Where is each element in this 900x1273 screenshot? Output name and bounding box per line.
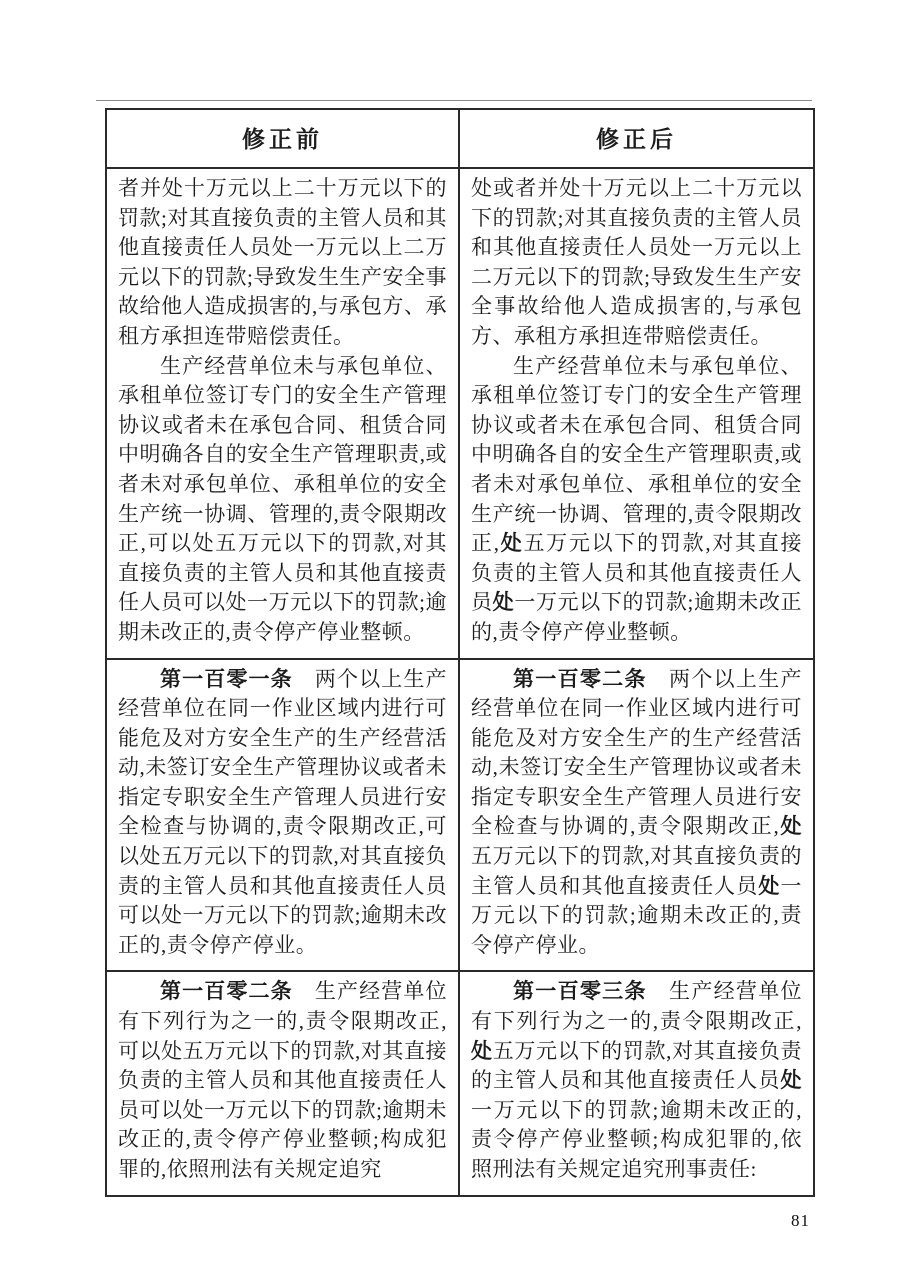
- body-text: 者并处十万元以上二十万元以下的罚款;对其直接负责的主管人员和其他直接责任人员处一万元以上二万元以下的罚款;导致发生生产安全事故给他人造成损害的,与承包方、承租方承担连带赔偿责任。: [118, 176, 447, 348]
- paragraph: [118, 174, 447, 352]
- paragraph: [471, 977, 802, 1184]
- body-text: 两个以上生产经营单位在同一作业区域内进行可能危及对方安全生产的生产经营活动,未签订安全生产管理协议或者未指定专职安全生产管理人员进行安全检查与协调的,责令限期改正,可以处五万元以下的罚款,对其直接负责的主管人员和其他直接责任人员可以处一万元以下的罚款;逾期未改正的,责令停产停业。: [118, 666, 447, 957]
- body-text: 生产经营单位有下列行为之一的,责令限期改正,可以处五万元以下的罚款,对其直接负责的主管人员和其他直接责任人员可以处一万元以下的罚款;逾期未改正的,责令停产停业整顿;构成犯罪的,依照刑法有关规定追究: [118, 979, 447, 1181]
- body-text: 生产经营单位未与承包单位、承租单位签订专门的安全生产管理协议或者未在承包合同、租赁合同中明确各自的安全生产管理职责,或者未对承包单位、承租单位的安全生产统一协调、管理的,责令限期改正,: [471, 353, 802, 556]
- table-cell-after: [460, 660, 813, 971]
- body-text: 生产经营单位有下列行为之一的,责令限期改正,: [471, 979, 802, 1034]
- page-number: 81: [791, 1211, 810, 1230]
- amended-text: 处: [780, 1068, 802, 1093]
- body-text: 五万元以下的罚款,对其直接负责的主管人员和其他直接责任人员: [471, 531, 803, 615]
- table-cell-after: [460, 972, 813, 1194]
- paragraph: [118, 665, 447, 961]
- table-cell-before: [107, 972, 460, 1194]
- table-row: [107, 970, 813, 1194]
- body-text: 一万元以下的罚款;逾期未改正的,责令停产停业整顿。: [471, 590, 803, 644]
- table-body: [107, 169, 813, 1195]
- table-cell-after: [460, 169, 813, 658]
- header-cell-after: 修正后: [596, 127, 677, 152]
- paragraph: [471, 352, 802, 648]
- amended-text: 处: [499, 531, 524, 556]
- amended-text: 处: [758, 873, 781, 898]
- body-text: 两个以上生产经营单位在同一作业区域内进行可能危及对方安全生产的生产经营活动,未签订安全生产管理协议或者未指定专职安全生产管理人员进行安全检查与协调的,责令限期改正,: [471, 666, 802, 839]
- body-text: 五万元以下的罚款,对其直接负责的主管人员和其他直接责任人员: [471, 1038, 803, 1093]
- body-text: 处或者并处十万元以上二十万元以下的罚款;对其直接负责的主管人员和其他直接责任人员处一万元以上二万元以下的罚款;导致发生生产安全事故给他人造成损害的,与承包方、承租方承担连带赔偿责任。: [471, 176, 802, 348]
- amended-text: 第一百零三条: [513, 979, 647, 1004]
- body-text: 五万元以下的罚款,对其直接负责的主管人员和其他直接责任人员: [471, 844, 802, 898]
- amended-text: 第一百零一条: [160, 666, 293, 691]
- paragraph: [471, 665, 802, 961]
- table-row: [107, 658, 813, 971]
- amended-text: 处: [779, 814, 802, 839]
- amended-text: 第一百零二条: [160, 979, 293, 1004]
- paragraph: [471, 174, 802, 352]
- amended-text: 处: [492, 590, 515, 615]
- top-rule: [96, 100, 812, 101]
- body-text: 生产经营单位未与承包单位、承租单位签订专门的安全生产管理协议或者未在承包合同、租赁合同中明确各自的安全生产管理职责,或者未对承包单位、承租单位的安全生产统一协调、管理的,责令限期改正,可以处五万元以下的罚款,对其直接负责的主管人员和其他直接责任人员可以处一万元以下的罚款;逾期未改正的,责令停产停业整顿。: [118, 353, 447, 644]
- comparison-table: [105, 108, 815, 1197]
- paragraph: [118, 977, 447, 1184]
- table-header-row: [107, 110, 813, 169]
- amended-text: 处: [471, 1038, 493, 1063]
- table-cell-before: [107, 660, 460, 971]
- table-cell-before: [107, 169, 460, 658]
- amended-text: 第一百零二条: [513, 666, 647, 691]
- table-row: [107, 169, 813, 658]
- body-text: 一万元以下的罚款;逾期未改正的,责令停产停业。: [471, 873, 803, 957]
- paragraph: [118, 352, 447, 648]
- header-cell-before: 修正前: [107, 110, 460, 167]
- body-text: 一万元以下的罚款;逾期未改正的,责令停产停业整顿;构成犯罪的,依照刑法有关规定追究刑事责任:: [471, 1097, 802, 1181]
